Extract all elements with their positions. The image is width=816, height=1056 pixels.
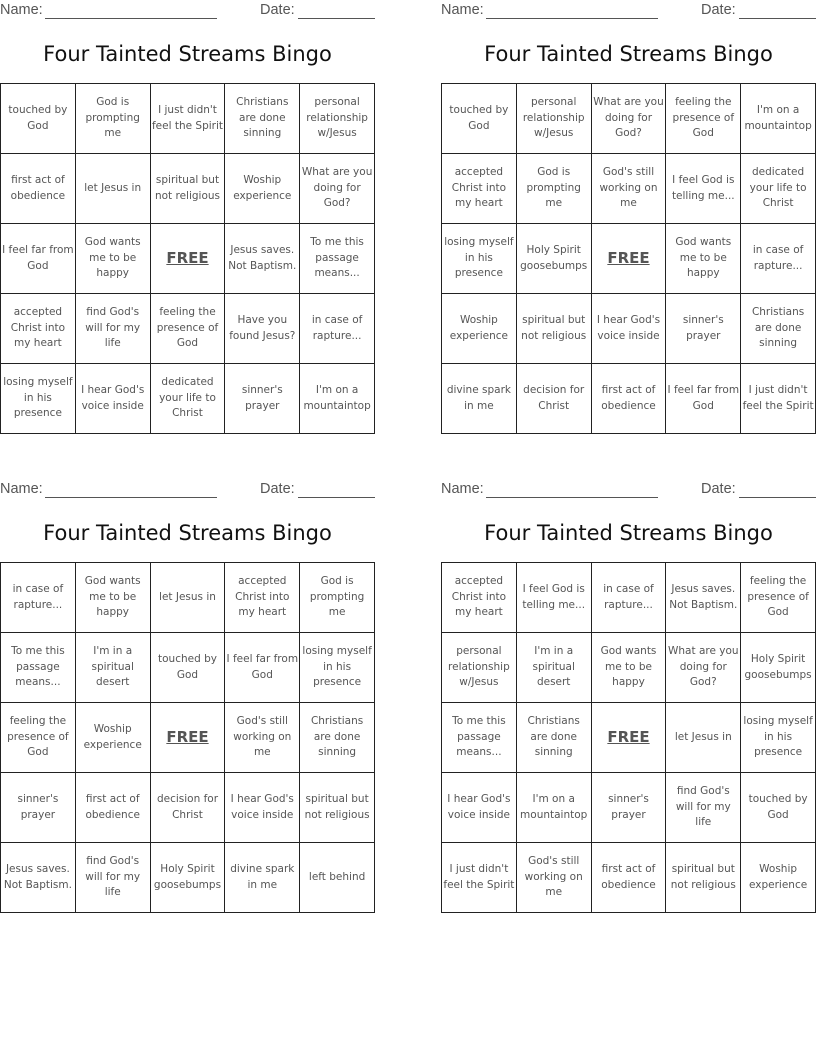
bingo-cell[interactable]: find God's will for my life [666,773,741,843]
bingo-cell[interactable]: sinner's prayer [1,773,76,843]
bingo-cell[interactable]: divine spark in me [225,843,300,913]
card-title: Four Tainted Streams Bingo [43,521,332,545]
bingo-cell[interactable]: God wants me to be happy [666,224,741,294]
name-blank-line[interactable] [486,2,658,19]
bingo-grid [0,562,375,913]
bingo-cell[interactable]: I hear God's voice inside [76,364,151,434]
bingo-card [0,0,375,440]
bingo-cell[interactable]: I feel God is telling me... [517,563,592,633]
bingo-cell[interactable]: dedicated your life to Christ [151,364,226,434]
bingo-cell[interactable]: find God's will for my life [76,294,151,364]
bingo-cell[interactable]: I hear God's voice inside [592,294,667,364]
bingo-cell[interactable]: sinner's prayer [592,773,667,843]
bingo-cell[interactable]: I hear God's voice inside [225,773,300,843]
bingo-cell[interactable]: I'm on a mountaintop [517,773,592,843]
bingo-cell[interactable]: I feel far from God [666,364,741,434]
bingo-cell[interactable]: sinner's prayer [666,294,741,364]
bingo-cell[interactable]: Holy Spirit goosebumps [151,843,226,913]
bingo-cell[interactable]: personal relationship w/Jesus [442,633,517,703]
bingo-cell[interactable]: What are you doing for God? [592,84,667,154]
bingo-cell[interactable]: I'm on a mountaintop [741,84,816,154]
bingo-cell[interactable]: decision for Christ [517,364,592,434]
bingo-cell[interactable]: Woship experience [225,154,300,224]
free-space-cell[interactable]: FREE [151,224,226,294]
bingo-cell[interactable]: first act of obedience [592,364,667,434]
bingo-cell[interactable]: I'm on a mountaintop [300,364,375,434]
bingo-cell[interactable]: in case of rapture... [741,224,816,294]
free-space-cell[interactable]: FREE [151,703,226,773]
bingo-cell[interactable]: To me this passage means... [1,633,76,703]
bingo-cell[interactable]: accepted Christ into my heart [225,563,300,633]
bingo-cell[interactable]: divine spark in me [442,364,517,434]
bingo-cell[interactable]: God is prompting me [300,563,375,633]
bingo-cell[interactable]: first act of obedience [592,843,667,913]
bingo-cell[interactable]: accepted Christ into my heart [442,563,517,633]
bingo-cell[interactable]: let Jesus in [666,703,741,773]
bingo-cell[interactable]: first act of obedience [76,773,151,843]
bingo-cell[interactable]: I'm in a spiritual desert [517,633,592,703]
bingo-cell[interactable]: first act of obedience [1,154,76,224]
name-label: Name: [0,2,43,18]
date-blank-line[interactable] [739,2,816,19]
date-label: Date: [260,481,295,497]
free-space-cell[interactable]: FREE [592,224,667,294]
card-header [0,481,375,499]
card-header [441,481,816,499]
bingo-cell[interactable]: God wants me to be happy [76,563,151,633]
bingo-cell[interactable]: Holy Spirit goosebumps [517,224,592,294]
bingo-cell[interactable]: decision for Christ [151,773,226,843]
date-label: Date: [701,481,736,497]
bingo-cell[interactable]: Christians are done sinning [225,84,300,154]
bingo-cell[interactable]: personal relationship w/Jesus [517,84,592,154]
bingo-cell[interactable]: God wants me to be happy [76,224,151,294]
bingo-cell[interactable]: spiritual but not religious [666,843,741,913]
bingo-grid [441,83,816,434]
bingo-cell[interactable]: God wants me to be happy [592,633,667,703]
bingo-cell[interactable]: spiritual but not religious [300,773,375,843]
bingo-cell[interactable]: touched by God [1,84,76,154]
bingo-cell[interactable]: I feel far from God [225,633,300,703]
card-title: Four Tainted Streams Bingo [484,521,773,545]
bingo-cell[interactable]: let Jesus in [151,563,226,633]
bingo-cell[interactable]: accepted Christ into my heart [1,294,76,364]
free-space-cell[interactable]: FREE [592,703,667,773]
bingo-cell[interactable]: What are you doing for God? [300,154,375,224]
bingo-cell[interactable]: Jesus saves. Not Baptism. [666,563,741,633]
bingo-cell[interactable]: Jesus saves. Not Baptism. [225,224,300,294]
bingo-cell[interactable]: God's still working on me [517,843,592,913]
card-header [0,2,375,20]
bingo-cell[interactable]: in case of rapture... [1,563,76,633]
bingo-cell[interactable]: To me this passage means... [300,224,375,294]
bingo-cell[interactable]: God is prompting me [517,154,592,224]
card-title: Four Tainted Streams Bingo [484,42,773,66]
bingo-cell[interactable]: losing myself in his presence [442,224,517,294]
bingo-cell[interactable]: let Jesus in [76,154,151,224]
card-title: Four Tainted Streams Bingo [43,42,332,66]
bingo-cell[interactable]: feeling the presence of God [741,563,816,633]
bingo-cell[interactable]: spiritual but not religious [151,154,226,224]
bingo-grid [0,83,375,434]
bingo-cell[interactable]: I hear God's voice inside [442,773,517,843]
bingo-cell[interactable]: feeling the presence of God [1,703,76,773]
name-blank-line[interactable] [45,481,217,498]
bingo-cell[interactable]: losing myself in his presence [300,633,375,703]
bingo-cell[interactable]: feeling the presence of God [666,84,741,154]
date-blank-line[interactable] [739,481,816,498]
bingo-cell[interactable]: Woship experience [741,843,816,913]
bingo-cell[interactable]: dedicated your life to Christ [741,154,816,224]
bingo-cell[interactable]: Christians are done sinning [741,294,816,364]
bingo-cell[interactable]: Have you found Jesus? [225,294,300,364]
bingo-cell[interactable]: Woship experience [76,703,151,773]
bingo-cell[interactable]: losing myself in his presence [741,703,816,773]
bingo-cell[interactable]: Woship experience [442,294,517,364]
bingo-cell[interactable]: God's still working on me [592,154,667,224]
bingo-cell[interactable]: spiritual but not religious [517,294,592,364]
bingo-card [0,479,375,919]
bingo-cell[interactable]: I'm in a spiritual desert [76,633,151,703]
bingo-cell[interactable]: touched by God [741,773,816,843]
bingo-cell[interactable]: sinner's prayer [225,364,300,434]
bingo-cell[interactable]: I just didn't feel the Spirit [442,843,517,913]
name-label: Name: [441,2,484,18]
name-blank-line[interactable] [486,481,658,498]
bingo-cell[interactable]: Holy Spirit goosebumps [741,633,816,703]
bingo-cell[interactable]: left behind [300,843,375,913]
bingo-cell[interactable]: feeling the presence of God [151,294,226,364]
bingo-cell[interactable]: losing myself in his presence [1,364,76,434]
bingo-card [441,0,816,440]
name-label: Name: [441,481,484,497]
bingo-cell[interactable]: God's still working on me [225,703,300,773]
bingo-cell[interactable]: I feel far from God [1,224,76,294]
bingo-cell[interactable]: Christians are done sinning [517,703,592,773]
bingo-cell[interactable]: find God's will for my life [76,843,151,913]
bingo-cell[interactable]: touched by God [151,633,226,703]
bingo-cell[interactable]: in case of rapture... [592,563,667,633]
bingo-grid [441,562,816,913]
name-label: Name: [0,481,43,497]
date-label: Date: [260,2,295,18]
bingo-cell[interactable]: What are you doing for God? [666,633,741,703]
bingo-card [441,479,816,919]
name-blank-line[interactable] [45,2,217,19]
bingo-cell[interactable]: Jesus saves. Not Baptism. [1,843,76,913]
date-label: Date: [701,2,736,18]
bingo-cell[interactable]: I feel God is telling me... [666,154,741,224]
bingo-cell[interactable]: personal relationship w/Jesus [300,84,375,154]
bingo-cell[interactable]: touched by God [442,84,517,154]
bingo-cell[interactable]: accepted Christ into my heart [442,154,517,224]
bingo-cell[interactable]: God is prompting me [76,84,151,154]
bingo-cell[interactable]: in case of rapture... [300,294,375,364]
card-header [441,2,816,20]
bingo-cell[interactable]: I just didn't feel the Spirit [151,84,226,154]
bingo-cell[interactable]: Christians are done sinning [300,703,375,773]
bingo-cell[interactable]: I just didn't feel the Spirit [741,364,816,434]
date-blank-line[interactable] [298,481,375,498]
date-blank-line[interactable] [298,2,375,19]
bingo-cell[interactable]: To me this passage means... [442,703,517,773]
